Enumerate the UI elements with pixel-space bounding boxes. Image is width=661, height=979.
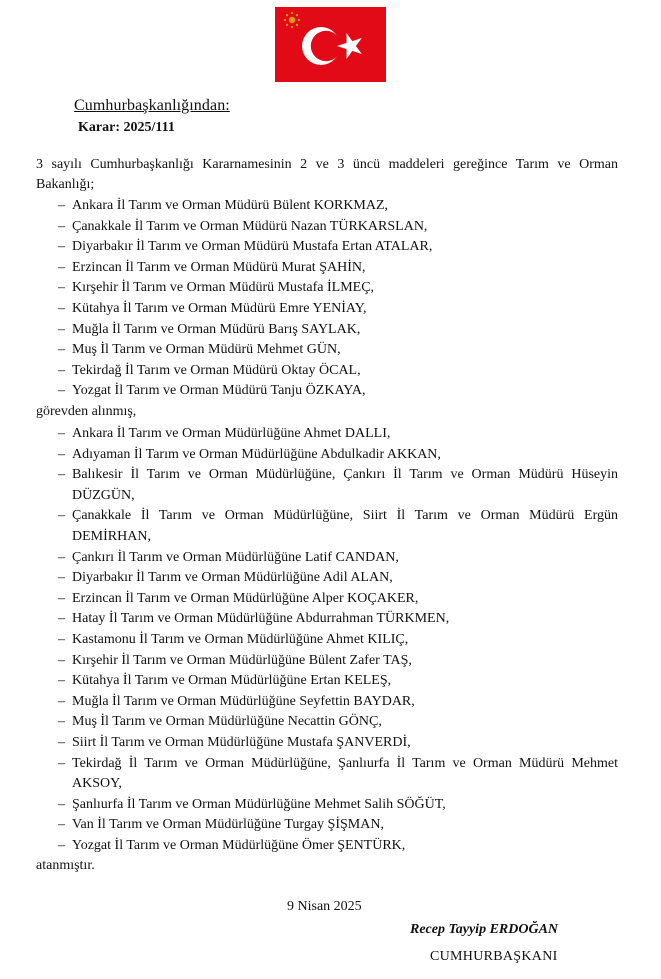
list-item-text: Erzincan İl Tarım ve Orman Müdürü Murat ŞAHİN, bbox=[72, 259, 366, 275]
list-item-text: Adıyaman İl Tarım ve Orman Müdürlüğüne Abdulkadir AKKAN, bbox=[72, 446, 441, 462]
list-item bbox=[36, 795, 618, 816]
list-item bbox=[36, 712, 618, 733]
dash-marker: – bbox=[58, 198, 65, 213]
dash-marker: – bbox=[58, 796, 65, 812]
list-item bbox=[36, 836, 618, 857]
dash-marker: – bbox=[58, 342, 65, 358]
list-item-text: Kastamonu İl Tarım ve Orman Müdürlüğüne Ahmet KILIÇ, bbox=[72, 631, 409, 647]
dash-marker: – bbox=[58, 321, 65, 337]
dash-marker: – bbox=[58, 693, 65, 709]
dash-marker: – bbox=[58, 300, 65, 316]
list-item bbox=[36, 278, 618, 299]
list-item-text: Yozgat İl Tarım ve Orman Müdürü Tanju ÖZKAYA, bbox=[72, 383, 366, 399]
list-item bbox=[36, 589, 618, 610]
list-item-text: Çankırı İl Tarım ve Orman Müdürlüğüne Latif CANDAN, bbox=[72, 549, 399, 565]
list-item bbox=[36, 815, 618, 836]
list-item bbox=[36, 568, 618, 589]
list-item bbox=[36, 196, 618, 217]
dismissed-phrase: görevden alınmış, bbox=[36, 404, 137, 419]
list-item bbox=[36, 671, 618, 692]
dash-marker: – bbox=[58, 817, 65, 833]
list-item-text: Diyarbakır İl Tarım ve Orman Müdürü Mustafa Ertan ATALAR, bbox=[72, 239, 433, 255]
list-item bbox=[36, 361, 618, 382]
dash-marker: – bbox=[58, 362, 65, 378]
list-item bbox=[36, 609, 618, 630]
list-item bbox=[36, 651, 618, 672]
list-item bbox=[36, 381, 618, 402]
dash-marker: – bbox=[58, 734, 65, 750]
dash-marker: – bbox=[58, 549, 65, 565]
list-item bbox=[36, 237, 618, 258]
list-item-text: Hatay İl Tarım ve Orman Müdürlüğüne Abdurrahman TÜRKMEN, bbox=[72, 611, 450, 627]
appointed-list bbox=[36, 424, 618, 856]
dash-marker: – bbox=[58, 467, 65, 483]
list-item-text: Tekirdağ İl Tarım ve Orman Müdürü Oktay ÖCAL, bbox=[72, 362, 361, 378]
list-item-text: Tekirdağ İl Tarım ve Orman Müdürlüğüne, Şanlıurfa İl Tarım ve Orman Müdürü Mehmet AKSOY, bbox=[72, 755, 618, 792]
list-item-text: Çanakkale İl Tarım ve Orman Müdürü Nazan TÜRKARSLAN, bbox=[72, 218, 428, 234]
list-item-text: Van İl Tarım ve Orman Müdürlüğüne Turgay ŞİŞMAN, bbox=[72, 817, 384, 833]
list-item-text: Şanlıurfa İl Tarım ve Orman Müdürlüğüne Mehmet Salih SÖĞÜT, bbox=[72, 796, 446, 812]
list-item-text: Ankara İl Tarım ve Orman Müdürü Bülent KORKMAZ, bbox=[72, 198, 389, 213]
list-item-text: Muğla İl Tarım ve Orman Müdürlüğüne Seyfettin BAYDAR, bbox=[72, 693, 415, 709]
list-item-text: Çanakkale İl Tarım ve Orman Müdürlüğüne, Siirt İl Tarım ve Orman Müdürü Ergün DEMİRHAN, bbox=[72, 508, 618, 544]
list-item bbox=[36, 340, 618, 361]
document-date: 9 Nisan 2025 bbox=[287, 899, 362, 914]
dash-marker: – bbox=[58, 652, 65, 668]
list-item-text: Muğla İl Tarım ve Orman Müdürü Barış SAYLAK, bbox=[72, 321, 361, 337]
list-item bbox=[36, 692, 618, 713]
dash-marker: – bbox=[58, 508, 65, 524]
list-item-text: Balıkesir İl Tarım ve Orman Müdürlüğüne, Çankırı İl Tarım ve Orman Müdürü Hüseyin DÜZGÜN, bbox=[72, 467, 618, 503]
dash-marker: – bbox=[58, 837, 65, 853]
intro-paragraph: 3 sayılı Cumhurbaşkanlığı Kararnamesinin 2 ve 3 üncü maddeleri gereğince Tarım ve Orman Bakanlığı; bbox=[36, 157, 618, 192]
institution-heading: Cumhurbaşkanlığından: bbox=[74, 97, 230, 114]
list-item-text: Kırşehir İl Tarım ve Orman Müdürlüğüne Bülent Zafer TAŞ, bbox=[72, 652, 412, 668]
list-item-text: Ankara İl Tarım ve Orman Müdürlüğüne Ahmet DALLI, bbox=[72, 426, 391, 441]
list-item bbox=[36, 754, 618, 795]
dash-marker: – bbox=[58, 446, 65, 462]
dash-marker: – bbox=[58, 611, 65, 627]
list-item bbox=[36, 258, 618, 279]
list-item bbox=[36, 445, 618, 466]
list-item bbox=[36, 217, 618, 238]
dash-marker: – bbox=[58, 218, 65, 234]
dash-marker: – bbox=[58, 239, 65, 255]
list-item-text: Erzincan İl Tarım ve Orman Müdürlüğüne Alper KOÇAKER, bbox=[72, 590, 419, 606]
list-item-text: Siirt İl Tarım ve Orman Müdürlüğüne Mustafa ŞANVERDİ, bbox=[72, 734, 411, 750]
list-item-text: Muş İl Tarım ve Orman Müdürü Mehmet GÜN, bbox=[72, 342, 341, 358]
list-item bbox=[36, 424, 618, 445]
signer-name: Recep Tayyip ERDOĞAN bbox=[410, 922, 559, 937]
list-item-text: Yozgat İl Tarım ve Orman Müdürlüğüne Ömer ŞENTÜRK, bbox=[72, 837, 406, 853]
list-item bbox=[36, 733, 618, 754]
dash-marker: – bbox=[58, 590, 65, 606]
signer-title: CUMHURBAŞKANI bbox=[430, 949, 558, 964]
list-item-text: Muş İl Tarım ve Orman Müdürlüğüne Necattin GÖNÇ, bbox=[72, 714, 382, 730]
list-item bbox=[36, 548, 618, 569]
presidential-seal-icon bbox=[283, 11, 301, 29]
dash-marker: – bbox=[58, 570, 65, 586]
list-item-text: Diyarbakır İl Tarım ve Orman Müdürlüğüne Adil ALAN, bbox=[72, 570, 393, 586]
list-item bbox=[36, 630, 618, 651]
list-item bbox=[36, 465, 618, 506]
appointed-phrase: atanmıştır. bbox=[36, 858, 95, 873]
dash-marker: – bbox=[58, 631, 65, 647]
dash-marker: – bbox=[58, 426, 65, 441]
dash-marker: – bbox=[58, 714, 65, 730]
dash-marker: – bbox=[58, 259, 65, 275]
dash-marker: – bbox=[58, 280, 65, 296]
list-item bbox=[36, 299, 618, 320]
dash-marker: – bbox=[58, 673, 65, 689]
dash-marker: – bbox=[58, 383, 65, 399]
list-item bbox=[36, 506, 618, 547]
dismissed-list bbox=[36, 196, 618, 402]
decision-number: Karar: 2025/111 bbox=[78, 120, 175, 135]
list-item-text: Kütahya İl Tarım ve Orman Müdürü Emre YENİAY, bbox=[72, 300, 367, 316]
list-item-text: Kırşehir İl Tarım ve Orman Müdürü Mustafa İLMEÇ, bbox=[72, 280, 375, 296]
list-item-text: Kütahya İl Tarım ve Orman Müdürlüğüne Ertan KELEŞ, bbox=[72, 673, 392, 689]
list-item bbox=[36, 320, 618, 341]
dash-marker: – bbox=[58, 755, 65, 771]
